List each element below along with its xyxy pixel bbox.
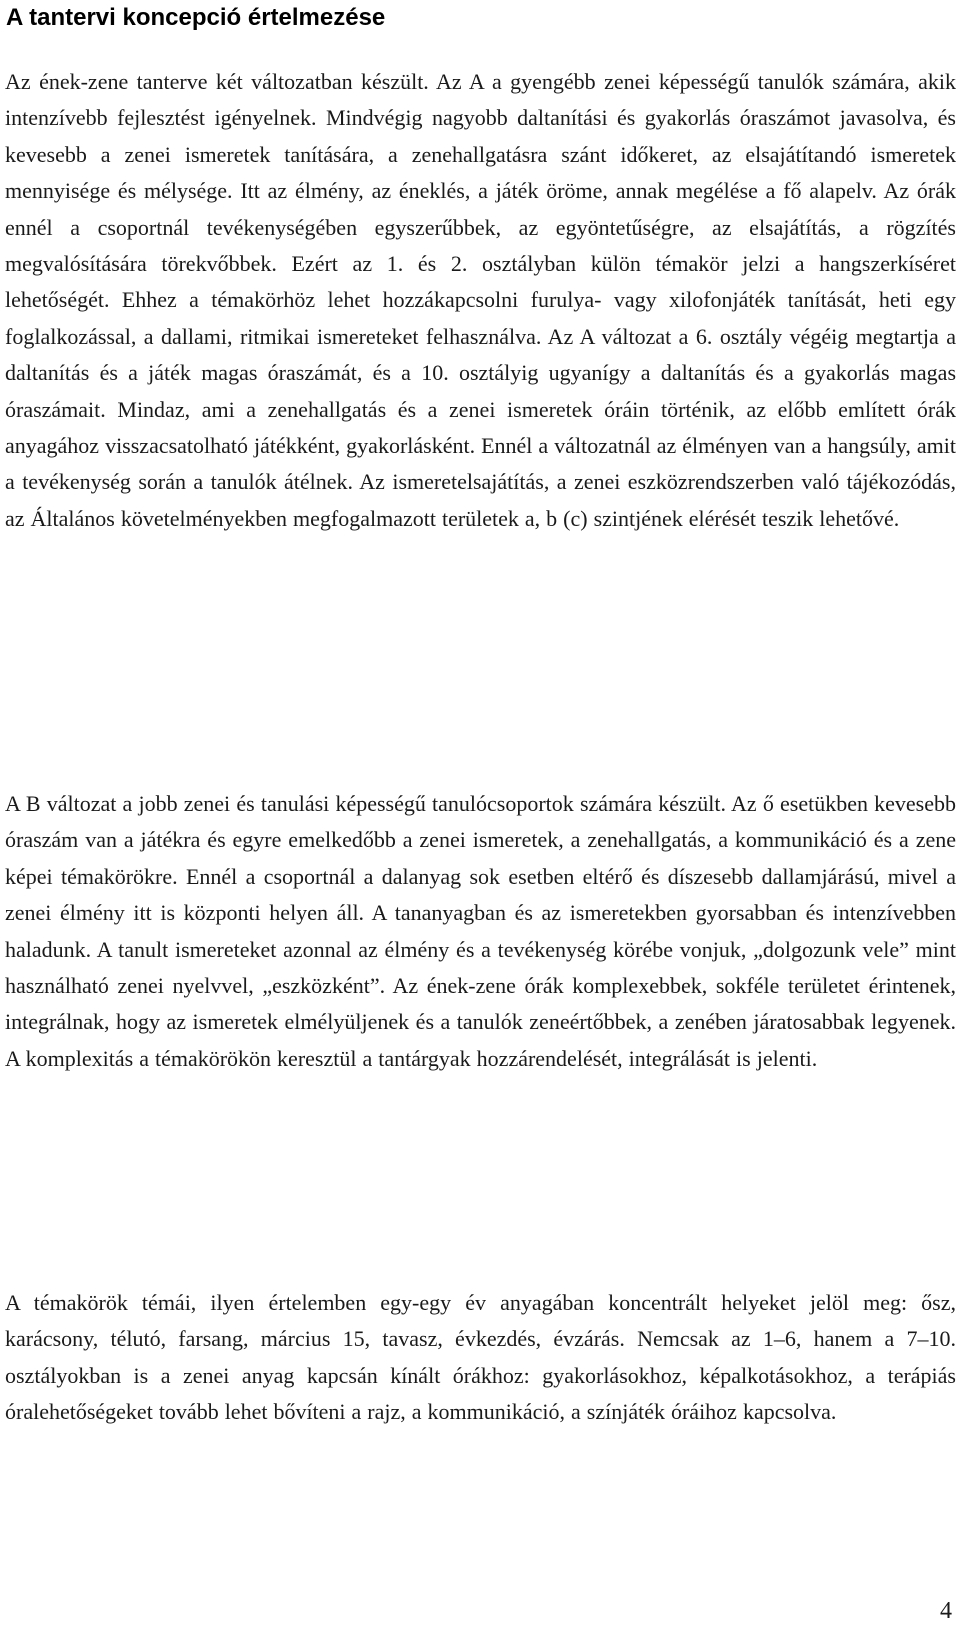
paragraph-variant-b: A B változat a jobb zenei és tanulási képességű tanulócsoportok számára készült. Az ő esetükben kevesebb óraszám van a játékra és egyre emelkedőbb a zenei ismeretek, a zenehallgatás, a kommunikáció és a zene képei témakörökre. Ennél a csoportnál a dalanyag sok esetben eltérő és díszesebb dallamjárású, mivel a zenei élmény itt is központi helyen áll. A tananyagban és az ismeretekben gyorsabban és intenzívebben haladunk. A tanult ismereteket azonnal az élmény és a tevékenység körébe vonjuk, „dolgozunk vele” mint használható zenei nyelvvel, „eszközként”. Az ének-zene órák komplexebbek, sokféle területet érintenek, integrálnak, hogy az ismeretek elmélyüljenek és a tanulók zeneértőbbek, a zenében járatosabbak legyenek. A komplexitás a témakörökön keresztül a tantárgyak hozzárendelését, integrálását is jelenti. xyxy=(5,791,956,1071)
paragraph-topics: A témakörök témái, ilyen értelemben egy-egy év anyagában koncentrált helyeket jelöl meg: ősz, karácsony, télutó, farsang, március 15, tavasz, évkezdés, évzárás. Nemcsak az 1–6, hanem a 7–10. osztályokban is a zenei anyag kapcsán kínált órákhoz: gyakorlásokhoz, képalkotásokhoz, a terápiás óralehetőségeket tovább lehet bővíteni a rajz, a kommunikáció, a színjáték óráihoz kapcsolva. xyxy=(5,1290,956,1425)
paragraph-variant-a: Az ének-zene tanterve két változatban készült. Az A a gyengébb zenei képességű tanulók számára, akik intenzívebb fejlesztést igényelnek. Mindvégig nagyobb daltanítási és gyakorlás óraszámot javasolva, és kevesebb a zenei ismeretek tanítására, a zenehallgatásra szánt időkeret, az elsajátítandó ismeretek mennyisége és mélysége. Itt az élmény, az éneklés, a játék öröme, annak megélése a fő alapelv. Az órák ennél a csoportnál tevékenységében egyszerűbbek, az egyöntetűségre, az elsajátítás, a rögzítés megvalósítására törekvőbbek. Ezért az 1. és 2. osztályban külön témakör jelzi a hangszerkíséret lehetőségét. Ehhez a témakörhöz lehet hozzákapcsolni furulya- vagy xilofonjáték tanítását, heti egy foglalkozással, a dallami, ritmikai ismereteket felhasználva. Az A változat a 6. osztály végéig megtartja a daltanítás és a játék magas óraszámát, és a 10. osztályig ugyanígy a daltanítás és a gyakorlás magas óraszámait. Mindaz, ami a zenehallgatás és a zenei ismeretek óráin történik, az előbb említett órák anyagához visszacsatolható játékként, gyakorlásként. Ennél a változatnál az élményen van a hangsúly, amit a tevékenység során a tanulók átélnek. Az ismeretelsajátítás, a zenei eszközrendszerben való tájékozódás, az Általános követelményekben megfogalmazott területek a, b (c) szintjének elérését teszik lehetővé. xyxy=(5,69,956,531)
section-heading: A tantervi koncepció értelmezése xyxy=(6,4,386,31)
page-number: 4 xyxy=(940,1598,952,1624)
